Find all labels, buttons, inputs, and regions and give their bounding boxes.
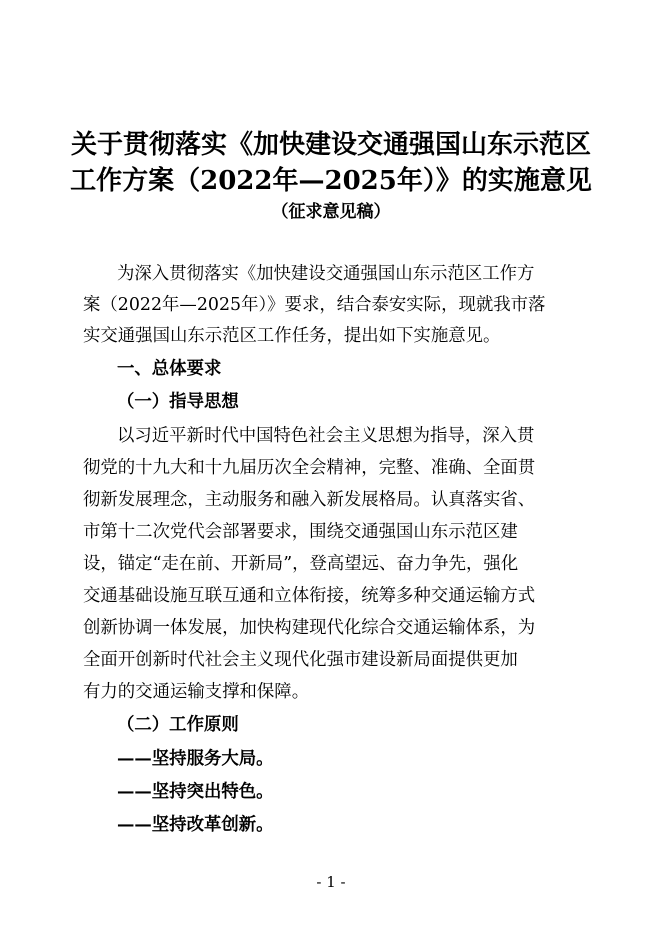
principle-item: ——坚持服务大局。 — [117, 749, 274, 769]
intro-line: 实交通强国山东示范区工作任务，提出如下实施意见。 — [83, 326, 501, 346]
subsection-heading-working-principles: （二）工作原则 — [117, 715, 239, 735]
subsection-heading-guiding-ideology: （一）指导思想 — [117, 392, 239, 412]
section-heading-general-requirements: 一、总体要求 — [117, 359, 222, 379]
guiding-line: 交通基础设施互联互通和立体衔接，统筹多种交通运输方式 — [83, 586, 536, 606]
guiding-line: 彻党的十九大和十九届历次全会精神，完整、准确、全面贯 — [83, 458, 536, 478]
document-subtitle: （征求意见稿） — [271, 202, 391, 222]
document-title-line-1: 关于贯彻落实《加快建设交通强国山东示范区 — [70, 130, 591, 160]
document-title-line-2: 工作方案（2022年—2025年）》的实施意见 — [70, 166, 592, 196]
guiding-line: 有力的交通运输支撑和保障。 — [83, 682, 310, 702]
guiding-line: 市第十二次党代会部署要求，围绕交通强国山东示范区建 — [83, 522, 518, 542]
page-number: - 1 - — [316, 873, 346, 891]
guiding-line: 以习近平新时代中国特色社会主义思想为指导，深入贯 — [117, 426, 535, 446]
guiding-line: 全面开创新时代社会主义现代化强市建设新局面提供更加 — [83, 650, 518, 670]
intro-line: 为深入贯彻落实《加快建设交通强国山东示范区工作方 — [117, 264, 535, 284]
principle-item: ——坚持突出特色。 — [117, 782, 274, 802]
principle-item: ——坚持改革创新。 — [117, 815, 274, 835]
intro-line: 案（2022年—2025年）》要求，结合泰安实际，现就我市落 — [83, 295, 546, 315]
guiding-line: 创新协调一体发展，加快构建现代化综合交通运输体系，为 — [83, 618, 536, 638]
guiding-line: 彻新发展理念，主动服务和融入新发展格局。认真落实省、 — [83, 490, 536, 510]
guiding-line: 设，锚定“走在前、开新局”，登高望远、奋力争先，强化 — [83, 554, 519, 574]
